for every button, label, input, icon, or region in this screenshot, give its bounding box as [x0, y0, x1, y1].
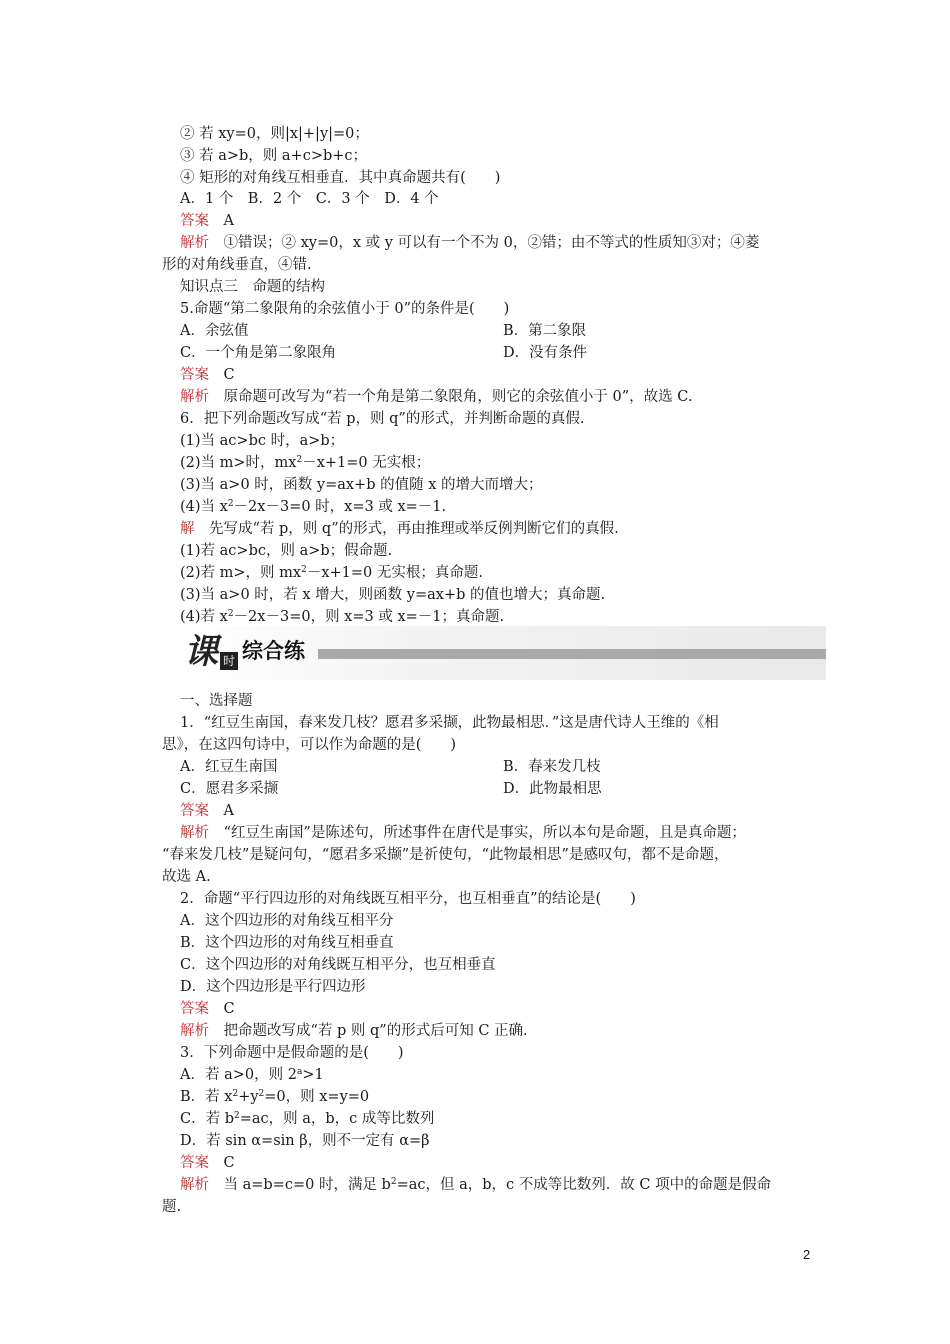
- text-line: (3)当 a>0 时，函数 y=ax+b 的值随 x 的增大而增大；: [180, 477, 543, 493]
- option-row: [180, 778, 780, 800]
- option-row: [180, 342, 780, 364]
- analysis-text: 把命题改写成“若 p 则 q”的形式后可知 C 正确.: [223, 1023, 528, 1039]
- text-line: (1)当 ac>bc 时，a>b；: [180, 433, 345, 449]
- analysis-line: [180, 386, 692, 408]
- superscript: 2: [296, 455, 303, 465]
- answer-line: [180, 1152, 235, 1174]
- text-span: B．若 x: [180, 1089, 233, 1105]
- text-line: 思》，在这四句诗中，可以作为命题的是( ): [162, 737, 457, 753]
- answer-label: 答案: [180, 1155, 209, 1171]
- analysis-line: [180, 1174, 771, 1196]
- analysis-line: [180, 232, 759, 254]
- text-line: “春来发几枝”是疑问句，“愿君多采撷”是祈使句，“此物最相思”是感叹句，都不是命题，: [162, 847, 729, 863]
- text-line: ② 若 xy=0，则|x|+|y|=0；: [180, 126, 369, 142]
- analysis-label: 解析: [180, 825, 209, 841]
- text-line: [180, 496, 446, 518]
- answer-value: C: [223, 1001, 235, 1017]
- option-d: D．若 sin α=sin β，则不一定有 α=β: [180, 1133, 430, 1149]
- answer-value: A: [223, 803, 234, 819]
- question-6: 6．把下列命题改写成“若 p，则 q”的形式，并判断命题的真假.: [180, 411, 585, 427]
- text-line: [180, 606, 504, 628]
- text-span: =ac，则 a，b，c 成等比数列: [239, 1111, 435, 1127]
- superscript: 2: [301, 565, 307, 575]
- text-line: 题.: [162, 1199, 182, 1215]
- text-span: (4)当 x: [180, 499, 228, 515]
- question-5: 5.命题“第二象限角的余弦值小于 0”的条件是( ): [180, 301, 510, 317]
- question-2: 2．命题“平行四边形的对角线既互相平分，也互相垂直”的结论是( ): [180, 891, 636, 907]
- text-span: －2x－3=0，则 x=3 或 x=－1；真命题.: [233, 609, 505, 625]
- text-line: (3)当 a>0 时，若 x 增大，则函数 y=ax+b 的值也增大；真命题.: [180, 587, 606, 603]
- option-a: A．这个四边形的对角线互相平分: [180, 913, 394, 929]
- option-d: D．这个四边形是平行四边形: [180, 979, 366, 995]
- analysis-label: 解析: [180, 1023, 209, 1039]
- lesson-icon: 课: [184, 632, 218, 672]
- analysis-label: 解析: [180, 235, 209, 251]
- superscript: 2: [227, 609, 234, 619]
- solution-text: 先写成“若 p，则 q”的形式，再由推理或举反例判断它们的真假.: [209, 521, 619, 537]
- superscript: 2: [234, 1111, 240, 1121]
- option-c: C．一个角是第二象限角: [180, 345, 337, 361]
- page-number: 2: [803, 1247, 811, 1262]
- option-b: B．这个四边形的对角线互相垂直: [180, 935, 394, 951]
- option-d: D．此物最相思: [503, 781, 602, 797]
- section-banner: [178, 626, 826, 680]
- option-c: [180, 1108, 434, 1130]
- option-b: [180, 1086, 369, 1108]
- text-span: －2x－3=0 时，x=3 或 x=－1.: [233, 499, 447, 515]
- option-b: B．第二象限: [503, 323, 587, 339]
- option-d: D．没有条件: [503, 345, 588, 361]
- analysis-line: [180, 1020, 528, 1042]
- section-heading: 一、选择题: [180, 693, 253, 709]
- text-line: (1)若 ac>bc，则 a>b；假命题.: [180, 543, 393, 559]
- text-span: －x+1=0 无实根；: [302, 455, 431, 471]
- text-span: +y: [238, 1089, 259, 1105]
- answer-value: C: [223, 367, 235, 383]
- option-a: A．余弦值: [180, 323, 249, 339]
- answer-label: 答案: [180, 213, 209, 229]
- banner-stripe: [318, 649, 826, 659]
- superscript: a: [296, 1067, 303, 1077]
- analysis-text: =ac，但 a，b，c 不成等比数列．故 C 项中的命题是假命: [396, 1177, 772, 1193]
- option-b: B．春来发几枝: [503, 759, 601, 775]
- option-a: [180, 1064, 324, 1086]
- option-a: A．红豆生南国: [180, 759, 278, 775]
- superscript: 2: [390, 1177, 397, 1187]
- solution-line: [180, 518, 619, 540]
- question-1: 1．“红豆生南国，春来发几枝？愿君多采撷，此物最相思．”这是唐代诗人王维的《相: [180, 715, 719, 731]
- text-line: ③ 若 a>b，则 a+c>b+c；: [180, 148, 368, 164]
- text-span: C．若 b: [180, 1111, 234, 1127]
- analysis-text: “红豆生南国”是陈述句，所述事件在唐代是事实，所以本句是命题，且是真命题；: [223, 825, 746, 841]
- analysis-text: 原命题可改写为“若一个角是第二象限角，则它的余弦值小于 0”，故选 C.: [223, 389, 693, 405]
- answer-label: 答案: [180, 1001, 209, 1017]
- text-span: (2)若 m>，则 mx: [180, 565, 302, 581]
- text-line: [180, 562, 483, 584]
- analysis-text: 当 a=b=c=0 时，满足 b: [223, 1177, 391, 1193]
- text-span: －x+1=0 无实根；真命题.: [306, 565, 483, 581]
- answer-value: A: [223, 213, 234, 229]
- text-line: ④ 矩形的对角线互相垂直．其中真命题共有( ): [180, 170, 501, 186]
- answer-label: 答案: [180, 367, 209, 383]
- text-line: [180, 452, 430, 474]
- superscript: 2: [227, 499, 234, 509]
- text-span: (2)当 m>时，mx: [180, 455, 297, 471]
- lesson-icon-badge: 时: [220, 652, 238, 670]
- text-span: =0，则 x=y=0: [264, 1089, 370, 1105]
- option-row: [180, 320, 780, 342]
- answer-line: [180, 998, 235, 1020]
- option-c: C．这个四边形的对角线既互相平分，也互相垂直: [180, 957, 496, 973]
- superscript: 2: [258, 1089, 265, 1099]
- text-span: >1: [302, 1067, 324, 1083]
- question-3: 3．下列命题中是假命题的是( ): [180, 1045, 404, 1061]
- answer-value: C: [223, 1155, 235, 1171]
- analysis-text: ①错误；② xy=0，x 或 y 可以有一个不为 0，②错；由不等式的性质知③对；④菱: [223, 235, 760, 251]
- answer-line: [180, 800, 234, 822]
- option-row: [180, 756, 780, 778]
- text-span: A．若 a>0，则 2: [180, 1067, 297, 1083]
- text-line: 形的对角线垂直，④错.: [162, 257, 312, 273]
- answer-line: [180, 364, 235, 386]
- analysis-label: 解析: [180, 389, 209, 405]
- answer-line: [180, 210, 234, 232]
- analysis-label: 解析: [180, 1177, 209, 1193]
- analysis-line: [180, 822, 746, 844]
- solution-label: 解: [180, 521, 195, 537]
- text-line: 故选 A.: [162, 869, 211, 885]
- subsection-heading: 知识点三 命题的结构: [180, 279, 325, 295]
- superscript: 2: [232, 1089, 239, 1099]
- section-title: 综合练: [242, 639, 305, 663]
- answer-label: 答案: [180, 803, 209, 819]
- option-c: C．愿君多采撷: [180, 781, 279, 797]
- option-line: A．1 个 B．2 个 C．3 个 D．4 个: [180, 191, 439, 207]
- text-span: (4)若 x: [180, 609, 228, 625]
